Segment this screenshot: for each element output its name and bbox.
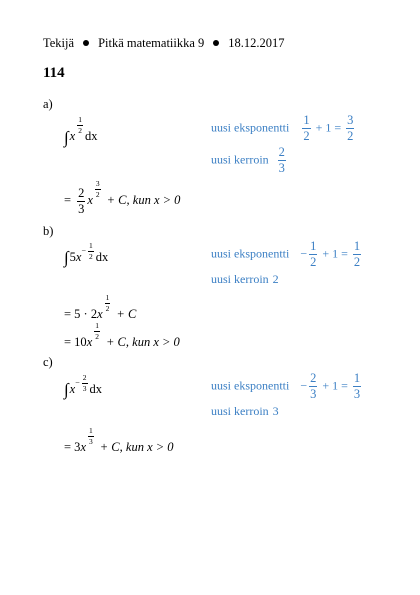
part-c-new-coefficient-note: uusi kerroin 3 [211,404,279,418]
part-a-new-exponent-note: uusi eksponentti $\frac{1}{2}$ + 1 = $\frac{3}{2}$ [211,113,354,144]
part-a-integral: ∫x $\frac{1}{2}$ dx [64,115,98,147]
integral-sign-icon: ∫ [64,248,69,268]
author-name: Tekijä [43,36,75,50]
part-a-result: = $\frac{2}{3}$ x $\frac{3}{2}$ + C, kun x > 0 [64,179,181,216]
part-a-label: a) [43,97,53,111]
integral-sign-icon: ∫ [64,380,69,400]
document-date: 18.12.2017 [228,36,285,50]
part-c-new-exponent-note: uusi eksponentti − $\frac{2}{3}$ + 1 = $\frac{1}{3}$ [211,371,361,402]
part-b-step-2: = 10x $\frac{1}{2}$ + C, kun x > 0 [64,321,180,350]
integral-sign-icon: ∫ [64,127,69,147]
problem-number: 114 [43,65,65,81]
page-header [43,36,285,51]
part-c-integral: ∫x− $\frac{2}{3}$ dx [64,373,102,400]
part-b-step-1: = 5 · 2x $\frac{1}{2}$ + C [64,293,137,322]
course-name: Pitkä matematiikka 9 [98,36,205,50]
part-b-label: b) [43,224,54,238]
part-c-result: = 3x $\frac{1}{3}$ + C, kun x > 0 [64,426,174,455]
part-b-new-exponent-note: uusi eksponentti − $\frac{1}{2}$ + 1 = $\frac{1}{2}$ [211,239,361,270]
separator-dot-icon [213,40,219,46]
part-b-integral: ∫5x− $\frac{1}{2}$ dx [64,241,109,268]
part-b-new-coefficient-note: uusi kerroin 2 [211,272,279,286]
part-c-label: c) [43,355,53,369]
part-a-new-coefficient-note: uusi kerroin $\frac{2}{3}$ [211,145,285,176]
separator-dot-icon [83,40,89,46]
